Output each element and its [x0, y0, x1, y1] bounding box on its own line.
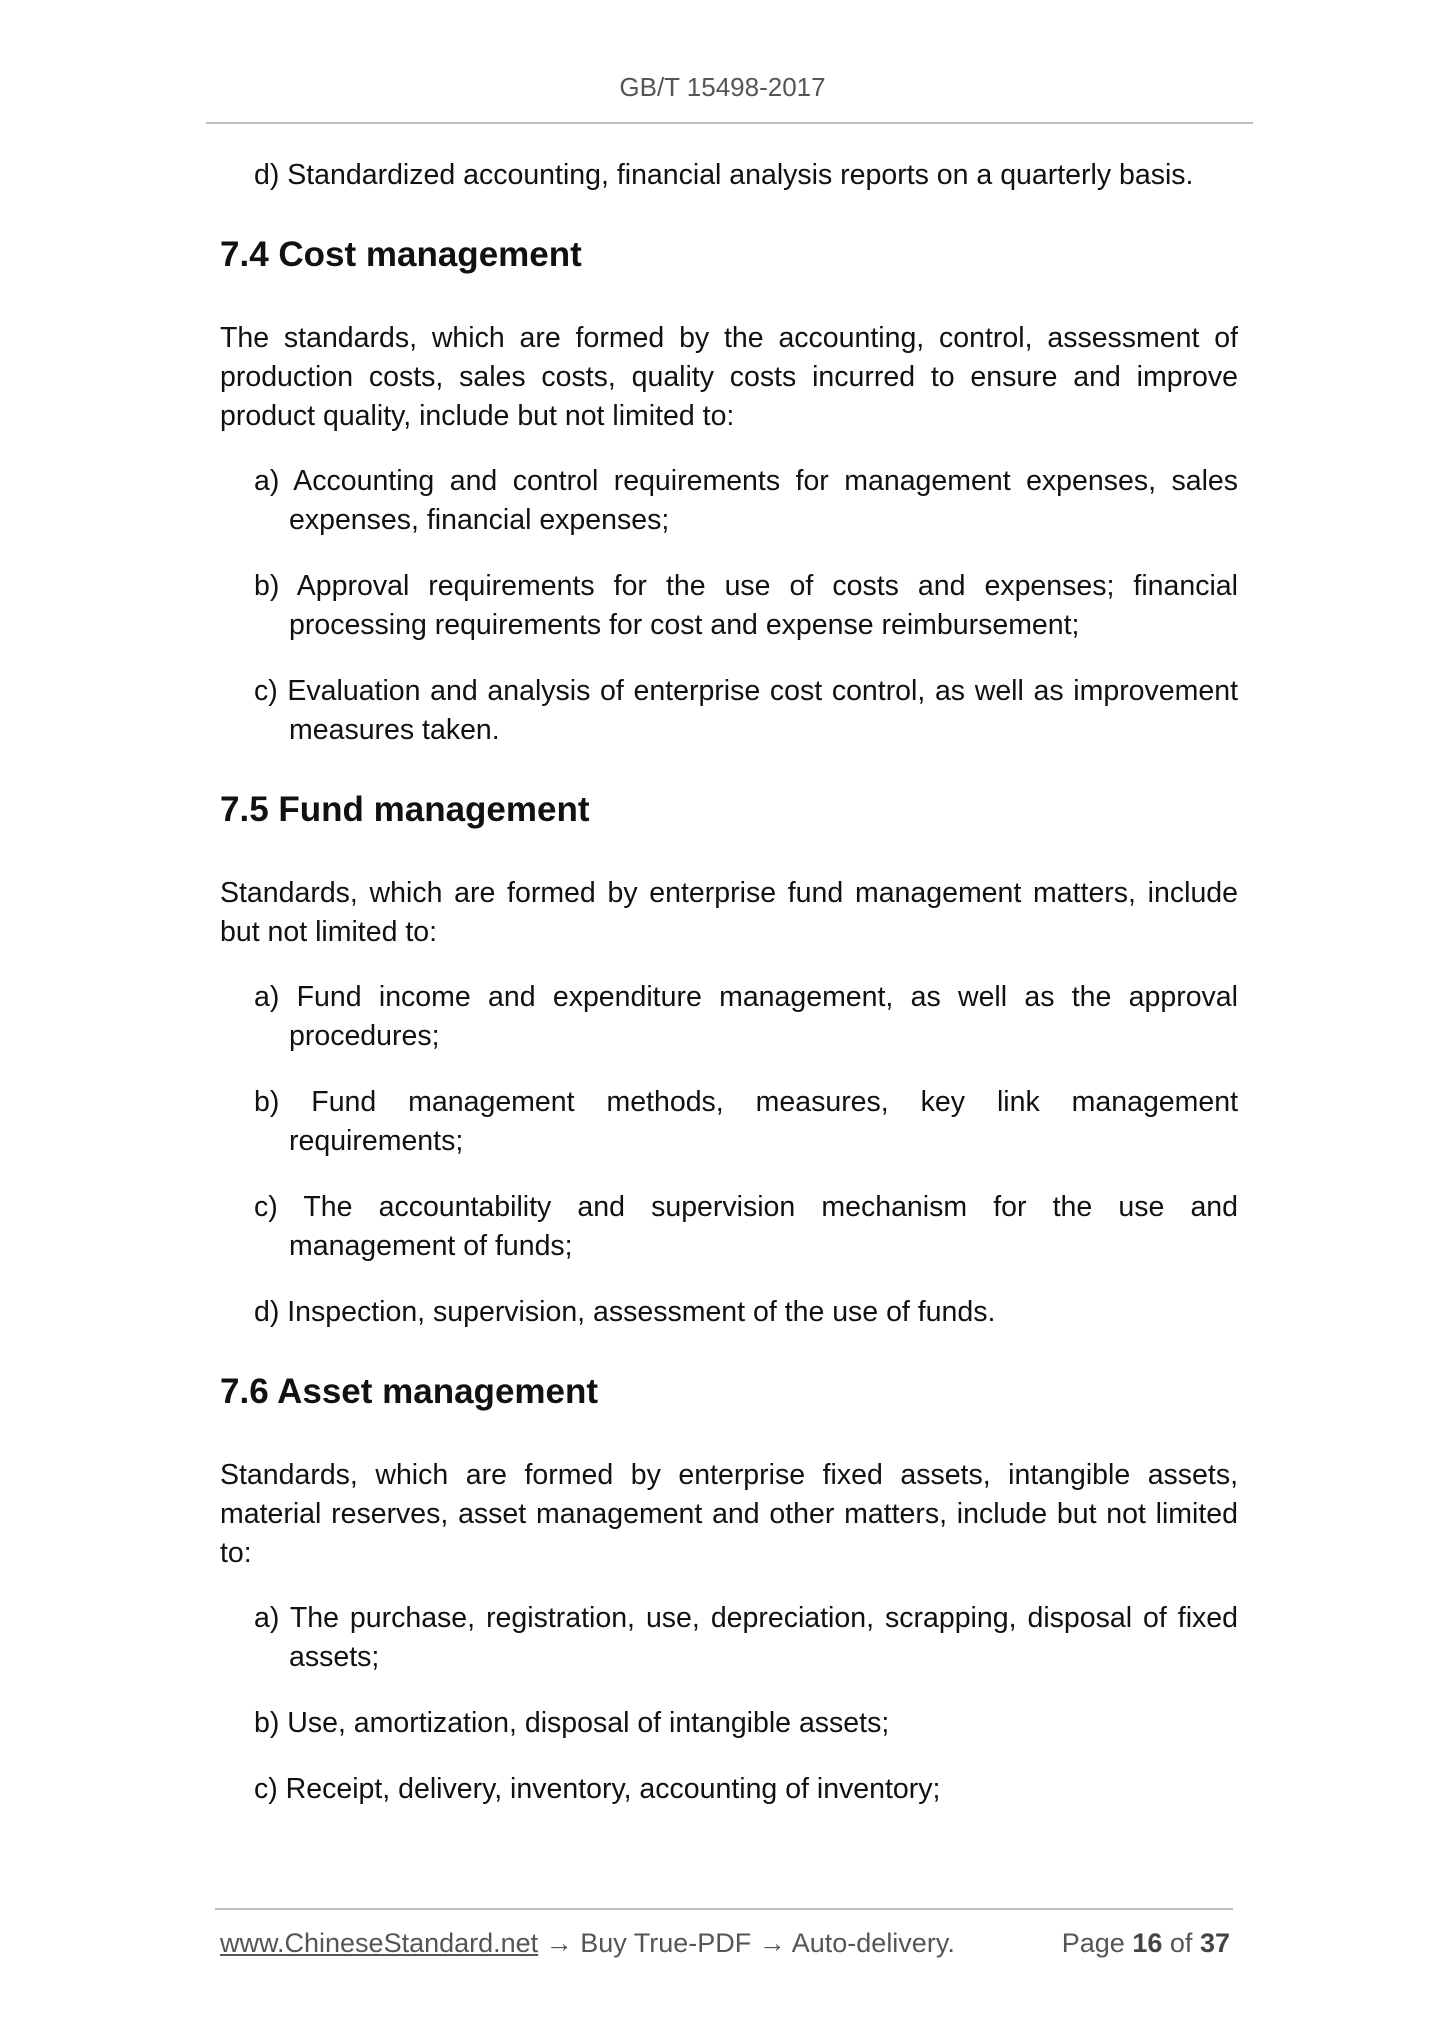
page-footer [220, 1928, 1230, 1959]
section-heading-7-6: 7.6 Asset management [220, 1372, 599, 1411]
document-code: GB/T 15498-2017 [619, 72, 826, 102]
list-item: d) Inspection, supervision, assessment of the use of funds. [254, 1296, 996, 1328]
section-intro: Standards, which are formed by enterprise fixed assets, intangible assets, material reserves, asset management and other matters, include but not limited to: [220, 1459, 1238, 1569]
section-heading-7-5: 7.5 Fund management [220, 790, 590, 829]
section-heading-7-4: 7.4 Cost management [220, 235, 582, 274]
header-divider [206, 122, 1253, 124]
list-item: c) Receipt, delivery, inventory, accounting of inventory; [254, 1773, 941, 1805]
total-pages: 37 [1199, 1928, 1230, 1958]
list-item: a) Accounting and control requirements for management expenses, sales expenses, financial expenses; [254, 465, 1238, 536]
website-link[interactable]: www.ChineseStandard.net [220, 1928, 539, 1958]
footer-divider [215, 1908, 1233, 1910]
list-item: b) Fund management methods, measures, key link management requirements; [254, 1086, 1238, 1157]
section-intro: Standards, which are formed by enterprise fund management matters, include but not limited to: [220, 877, 1238, 948]
footer-tagline: → Buy True-PDF → Auto-delivery. [538, 1928, 955, 1958]
page-indicator [1062, 1928, 1230, 1959]
list-item: d) Standardized accounting, financial analysis reports on a quarterly basis. [254, 159, 1194, 191]
page-label: Page [1061, 1928, 1125, 1958]
list-item: b) Approval requirements for the use of costs and expenses; financial processing requirements for cost and expense reimbursement; [254, 570, 1238, 641]
current-page: 16 [1132, 1928, 1163, 1958]
document-body [220, 150, 1238, 1809]
list-item: c) Evaluation and analysis of enterprise cost control, as well as improvement measures taken. [254, 675, 1238, 746]
of-label: of [1169, 1928, 1193, 1958]
section-intro: The standards, which are formed by the accounting, control, assessment of production costs, sales costs, quality costs incurred to ensure and improve product quality, include but not limited to: [220, 322, 1238, 432]
list-item: a) Fund income and expenditure management, as well as the approval procedures; [254, 981, 1238, 1052]
list-item: a) The purchase, registration, use, depreciation, scrapping, disposal of fixed assets; [254, 1602, 1238, 1673]
list-item: c) The accountability and supervision mechanism for the use and management of funds; [254, 1191, 1238, 1262]
list-item: b) Use, amortization, disposal of intangible assets; [254, 1707, 890, 1739]
